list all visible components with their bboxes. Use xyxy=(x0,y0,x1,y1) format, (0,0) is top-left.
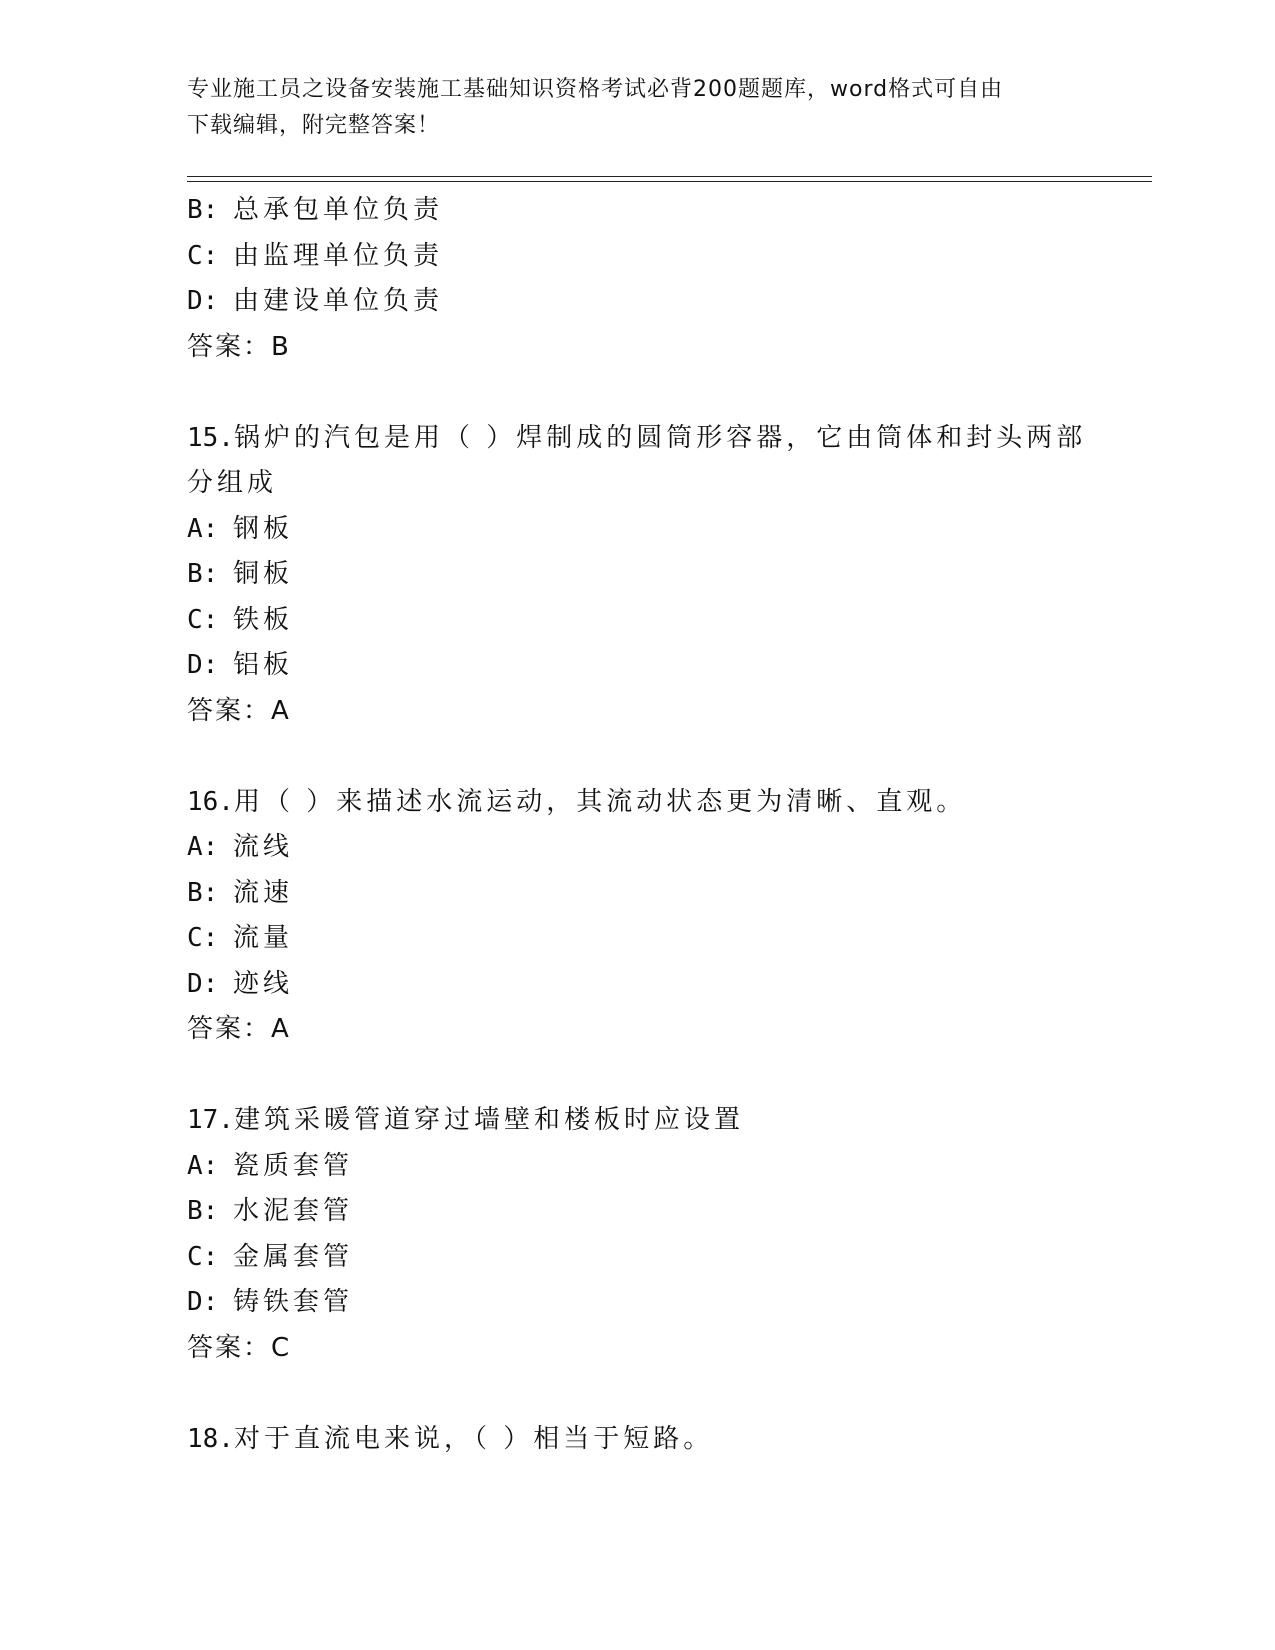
question-17 xyxy=(187,1098,1087,1371)
question-14-continuation xyxy=(187,188,1087,370)
option-c xyxy=(187,1235,1087,1281)
question-list xyxy=(187,188,1087,1462)
option-label: B: xyxy=(187,877,219,908)
option-label: D: xyxy=(187,1287,219,1317)
question-number: 15. xyxy=(187,422,234,453)
question-stem xyxy=(187,416,1087,462)
option-b xyxy=(187,1189,1087,1235)
option-text: 钢板 xyxy=(233,513,294,544)
option-text: 铸铁套管 xyxy=(233,1287,354,1317)
option-text: 流量 xyxy=(233,923,294,953)
option-a xyxy=(187,507,1087,553)
question-number: 16. xyxy=(187,786,234,817)
header-line-2: 下载编辑，附完整答案！ xyxy=(187,113,441,138)
option-a xyxy=(187,1144,1087,1190)
answer: 答案：A xyxy=(187,695,291,726)
option-text: 由监理单位负责 xyxy=(233,240,444,271)
question-number: 17. xyxy=(187,1105,234,1135)
header-divider-top xyxy=(187,176,1152,177)
question-stem xyxy=(187,1417,1087,1463)
answer: 答案：C xyxy=(187,1332,292,1363)
option-b xyxy=(187,188,1087,234)
option-label: A: xyxy=(187,832,219,862)
option-label: C: xyxy=(187,604,219,635)
question-number: 18. xyxy=(187,1423,234,1454)
option-d xyxy=(187,1280,1087,1326)
option-text: 流速 xyxy=(233,877,294,908)
option-d xyxy=(187,962,1087,1008)
option-label: D: xyxy=(187,968,219,999)
option-text: 流线 xyxy=(233,832,294,862)
option-label: A: xyxy=(187,513,219,544)
question-stem-text: 建筑采暖管道穿过墙壁和楼板时应设置 xyxy=(233,1105,744,1135)
option-d xyxy=(187,279,1087,325)
question-15 xyxy=(187,416,1087,735)
option-text: 迹线 xyxy=(233,968,294,999)
document-header xyxy=(187,72,1067,144)
option-c xyxy=(187,916,1087,962)
option-text: 金属套管 xyxy=(233,1241,354,1272)
spacer xyxy=(187,370,1087,416)
answer: 答案：A xyxy=(187,1014,291,1044)
option-text: 由建设单位负责 xyxy=(233,286,444,316)
option-label: B: xyxy=(187,559,219,589)
option-label: C: xyxy=(187,923,219,953)
option-c xyxy=(187,234,1087,280)
spacer xyxy=(187,734,1087,780)
question-16 xyxy=(187,780,1087,1053)
question-18 xyxy=(187,1417,1087,1463)
question-stem-continued: 分组成 xyxy=(187,468,278,498)
question-stem-text: 用（ ）来描述水流运动，其流动状态更为清晰、直观。 xyxy=(233,786,967,817)
option-label: D: xyxy=(187,286,219,316)
option-label: B: xyxy=(187,195,219,225)
option-text: 铜板 xyxy=(233,559,294,589)
option-label: C: xyxy=(187,240,219,271)
option-text: 总承包单位负责 xyxy=(233,195,444,225)
option-text: 水泥套管 xyxy=(233,1196,354,1226)
option-c xyxy=(187,598,1087,644)
option-label: B: xyxy=(187,1196,219,1226)
option-b xyxy=(187,871,1087,917)
question-stem xyxy=(187,780,1087,826)
option-b xyxy=(187,552,1087,598)
spacer xyxy=(187,1053,1087,1099)
answer: 答案：B xyxy=(187,331,291,362)
option-text: 瓷质套管 xyxy=(233,1150,354,1181)
question-stem xyxy=(187,1098,1087,1144)
option-text: 铝板 xyxy=(233,650,294,680)
spacer xyxy=(187,1371,1087,1417)
header-line-1: 专业施工员之设备安装施工基础知识资格考试必背200题题库，word格式可自由 xyxy=(187,77,1004,102)
option-label: C: xyxy=(187,1241,219,1272)
option-text: 铁板 xyxy=(233,604,294,635)
question-stem-text: 对于直流电来说，（ ）相当于短路。 xyxy=(233,1423,714,1454)
option-label: D: xyxy=(187,650,219,680)
question-stem-text: 锅炉的汽包是用（ ）焊制成的圆筒形容器，它由筒体和封头两部 xyxy=(233,422,1087,453)
option-a xyxy=(187,825,1087,871)
option-d xyxy=(187,643,1087,689)
header-divider-bottom xyxy=(187,181,1152,182)
option-label: A: xyxy=(187,1150,219,1181)
